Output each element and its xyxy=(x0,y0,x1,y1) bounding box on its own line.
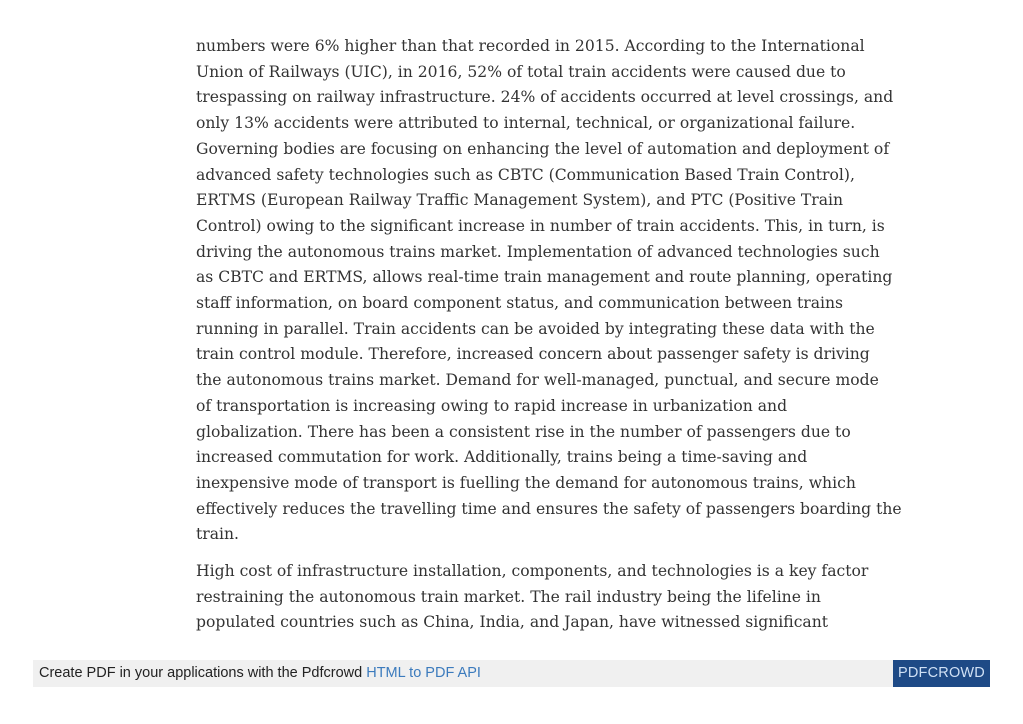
text-line: populated countries such as China, India, and Japan, have witnessed significant xyxy=(196,613,829,632)
pdfcrowd-footer-bar xyxy=(33,660,990,687)
text-line: of transportation is increasing owing to rapid increase in urbanization and xyxy=(196,396,788,415)
text-line: as CBTC and ERTMS, allows real-time train management and route planning, operating xyxy=(196,268,893,287)
text-line: only 13% accidents were attributed to internal, technical, or organizational failure. xyxy=(196,114,856,133)
text-line: train control module. Therefore, increased concern about passenger safety is driving xyxy=(196,345,870,364)
article-body xyxy=(196,34,902,636)
text-line: running in parallel. Train accidents can be avoided by integrating these data with the xyxy=(196,319,875,338)
text-line: train. xyxy=(196,525,240,544)
text-line: trespassing on railway infrastructure. 24% of accidents occurred at level crossings, and xyxy=(196,88,894,107)
text-line: Control) owing to the significant increase in number of train accidents. This, in turn, is xyxy=(196,216,885,235)
text-line: staff information, on board component status, and communication between trains xyxy=(196,294,844,313)
text-line: effectively reduces the travelling time and ensures the safety of passengers boarding the xyxy=(196,499,902,518)
text-line: restraining the autonomous train market. The rail industry being the lifeline in xyxy=(196,587,821,606)
footer-prefix-text: Create PDF in your applications with the Pdfcrowd xyxy=(39,665,367,681)
text-line: Union of Railways (UIC), in 2016, 52% of total train accidents were caused due to xyxy=(196,62,846,81)
pdfcrowd-brand-button[interactable]: PDFCROWD xyxy=(893,660,990,687)
text-line: increased commutation for work. Additionally, trains being a time-saving and xyxy=(196,448,808,467)
text-line: the autonomous trains market. Demand for well-managed, punctual, and secure mode xyxy=(196,371,879,390)
text-line: driving the autonomous trains market. Implementation of advanced technologies such xyxy=(196,242,880,261)
paragraph xyxy=(196,34,902,548)
footer-caption xyxy=(39,660,481,687)
text-line: globalization. There has been a consistent rise in the number of passengers due to xyxy=(196,422,851,441)
text-line: Governing bodies are focusing on enhancing the level of automation and deployment of xyxy=(196,139,890,158)
text-line: numbers were 6% higher than that recorded in 2015. According to the International xyxy=(196,37,865,55)
text-line: advanced safety technologies such as CBTC (Communication Based Train Control), xyxy=(196,165,855,184)
text-line: High cost of infrastructure installation, components, and technologies is a key factor xyxy=(196,562,869,581)
text-line: ERTMS (European Railway Traffic Management System), and PTC (Positive Train xyxy=(196,191,844,210)
html-to-pdf-api-link[interactable]: HTML to PDF API xyxy=(366,665,481,681)
text-line: inexpensive mode of transport is fuelling the demand for autonomous trains, which xyxy=(196,473,856,492)
paragraph xyxy=(196,559,869,636)
